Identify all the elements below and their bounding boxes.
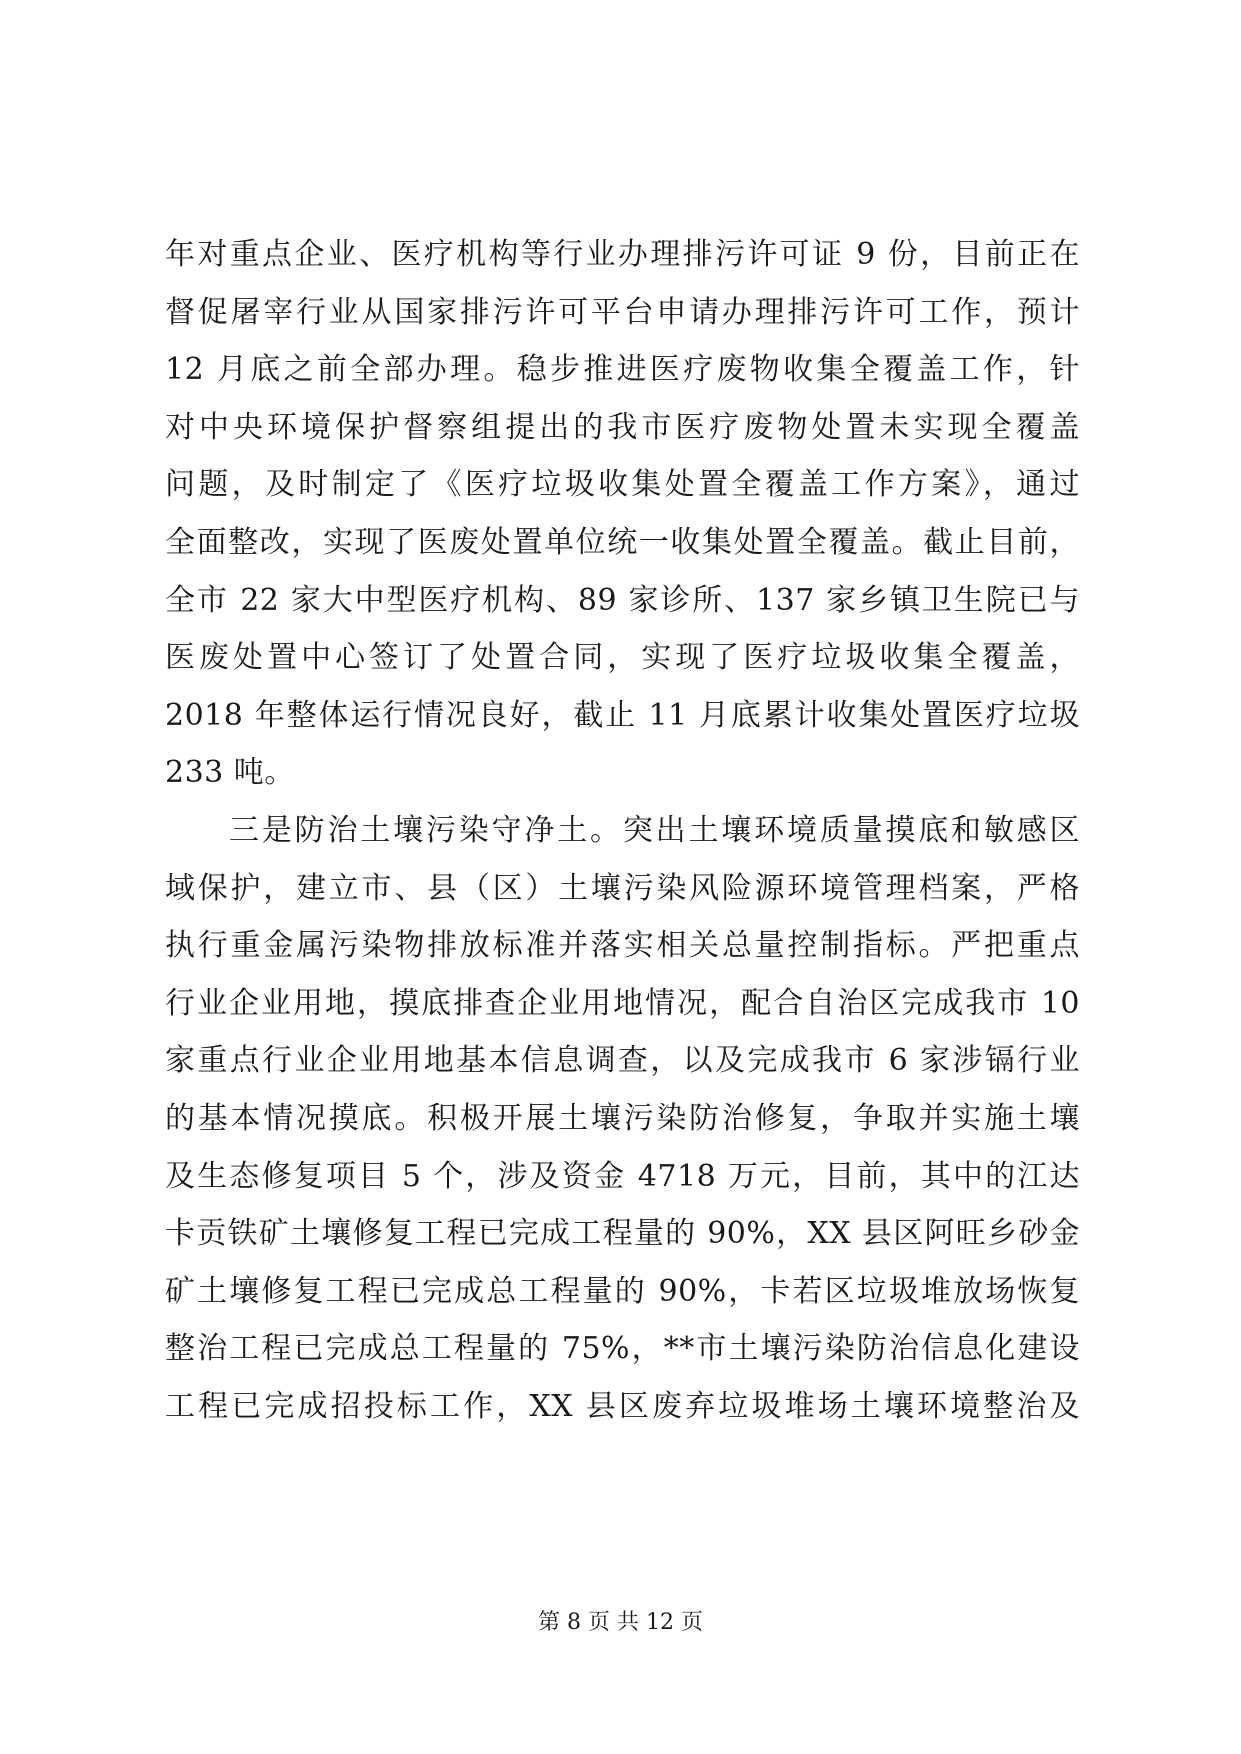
body-line: 及生态修复项目 5 个，涉及资金 4718 万元，目前，其中的江达: [165, 1158, 1080, 1194]
body-line: 域保护，建立市、县（区）土壤污染风险源环境管理档案，严格: [165, 870, 1080, 906]
body-line: 的基本情况摸底。积极开展土壤污染防治修复，争取并实施土壤: [165, 1100, 1080, 1136]
body-line: 医废处置中心签订了处置合同，实现了医疗垃圾收集全覆盖，: [165, 640, 1080, 676]
body-line: 行业企业用地，摸底排查企业用地情况，配合自治区完成我市 10: [165, 985, 1080, 1021]
paragraph-heading-line: 三是防治土壤污染守净土。突出土壤环境质量摸底和敏感区: [229, 812, 1080, 848]
body-line: 对中央环境保护督察组提出的我市医疗废物处置未实现全覆盖: [165, 409, 1080, 445]
document-body: [165, 226, 1080, 1435]
body-line: 家重点行业企业用地基本信息调查，以及完成我市 6 家涉镉行业: [165, 1043, 1080, 1079]
page-number-footer: 第 8 页 共 12 页: [538, 1610, 703, 1635]
body-line: 整治工程已完成总工程量的 75%，**市土壤污染防治信息化建设: [165, 1331, 1080, 1367]
body-line: 全市 22 家大中型医疗机构、89 家诊所、137 家乡镇卫生院已与: [165, 582, 1080, 618]
body-line: 督促屠宰行业从国家排污许可平台申请办理排污许可工作，预计: [165, 294, 1080, 330]
body-line: 233 吨。: [165, 755, 295, 791]
body-line: 全面整改，实现了医废处置单位统一收集处置全覆盖。截止目前，: [165, 524, 1080, 560]
body-line: 12 月底之前全部办理。稳步推进医疗废物收集全覆盖工作，针: [165, 352, 1080, 388]
body-line: 年对重点企业、医疗机构等行业办理排污许可证 9 份，目前正在: [165, 237, 1080, 272]
body-line: 矿土壤修复工程已完成总工程量的 90%，卡若区垃圾堆放场恢复: [165, 1273, 1080, 1309]
body-line: 卡贡铁矿土壤修复工程已完成工程量的 90%，XX 县区阿旺乡砂金: [165, 1216, 1080, 1252]
body-line: 2018 年整体运行情况良好，截止 11 月底累计收集处置医疗垃圾: [165, 697, 1080, 733]
body-line: 问题，及时制定了《医疗垃圾收集处置全覆盖工作方案》，通过: [165, 467, 1080, 503]
body-line: 执行重金属污染物排放标准并落实相关总量控制指标。严把重点: [165, 928, 1080, 964]
body-line: 工程已完成招投标工作，XX 县区废弃垃圾堆场土壤环境整治及: [165, 1388, 1080, 1424]
